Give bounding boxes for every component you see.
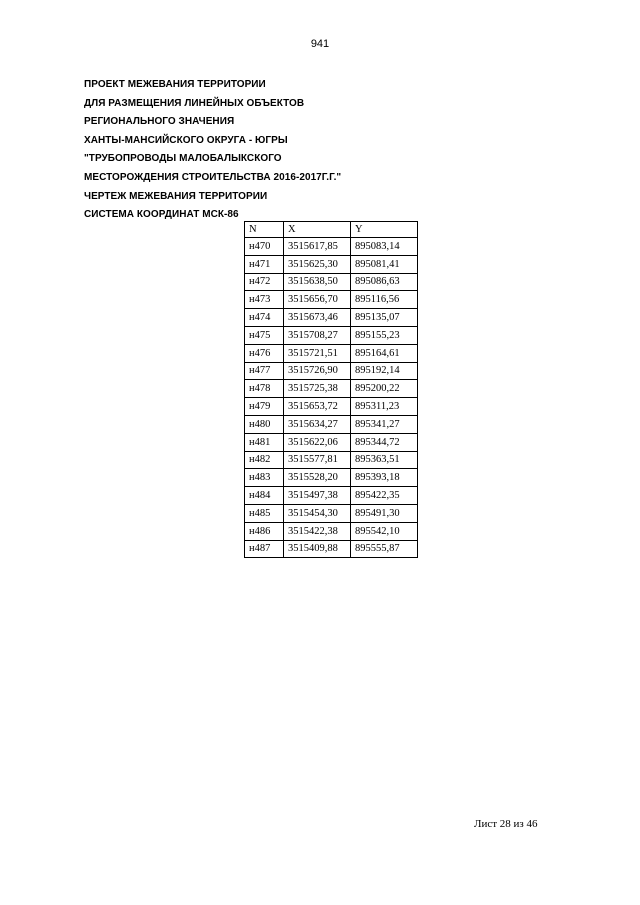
- table-row: [245, 344, 418, 362]
- table-row: [245, 415, 418, 433]
- table-row: [245, 362, 418, 380]
- cell-y-value: 895081,41: [351, 255, 418, 273]
- coordinates-table: [244, 221, 418, 558]
- cell-x-value: 3515673,46: [284, 309, 351, 327]
- cell-y-value: 895200,22: [351, 380, 418, 398]
- cell-x-value: 3515638,50: [284, 273, 351, 291]
- cell-point-id: н480: [245, 415, 284, 433]
- cell-x-value: 3515528,20: [284, 469, 351, 487]
- cell-y-value: 895344,72: [351, 433, 418, 451]
- table-row: [245, 273, 418, 291]
- cell-y-value: 895363,51: [351, 451, 418, 469]
- document-heading: [84, 76, 341, 225]
- cell-x-value: 3515409,88: [284, 540, 351, 558]
- cell-point-id: н484: [245, 487, 284, 505]
- table-row: [245, 255, 418, 273]
- table-row: [245, 487, 418, 505]
- column-header-x: X: [284, 222, 351, 238]
- cell-x-value: 3515577,81: [284, 451, 351, 469]
- table-row: [245, 504, 418, 522]
- heading-line: ДЛЯ РАЗМЕЩЕНИЯ ЛИНЕЙНЫХ ОБЪЕКТОВ: [84, 97, 305, 109]
- cell-point-id: н487: [245, 540, 284, 558]
- cell-y-value: 895491,30: [351, 504, 418, 522]
- cell-y-value: 895542,10: [351, 522, 418, 540]
- cell-point-id: н473: [245, 291, 284, 309]
- cell-point-id: н476: [245, 344, 284, 362]
- page-number: 941: [310, 38, 330, 50]
- heading-line: ЧЕРТЕЖ МЕЖЕВАНИЯ ТЕРРИТОРИИ: [84, 190, 268, 202]
- cell-x-value: 3515625,30: [284, 255, 351, 273]
- cell-x-value: 3515497,38: [284, 487, 351, 505]
- cell-y-value: 895311,23: [351, 398, 418, 416]
- cell-x-value: 3515721,51: [284, 344, 351, 362]
- table-row: [245, 238, 418, 256]
- table-body: [245, 238, 418, 558]
- sheet-label: Лист 28 из 46: [474, 818, 538, 830]
- column-header-n: N: [245, 222, 284, 238]
- table-row: [245, 380, 418, 398]
- cell-x-value: 3515454,30: [284, 504, 351, 522]
- table-row: [245, 522, 418, 540]
- heading-line: МЕСТОРОЖДЕНИЯ СТРОИТЕЛЬСТВА 2016-2017Г.Г.": [84, 171, 342, 183]
- cell-y-value: 895393,18: [351, 469, 418, 487]
- cell-point-id: н478: [245, 380, 284, 398]
- heading-line: ПРОЕКТ МЕЖЕВАНИЯ ТЕРРИТОРИИ: [84, 79, 266, 90]
- cell-y-value: 895341,27: [351, 415, 418, 433]
- cell-y-value: 895555,87: [351, 540, 418, 558]
- cell-y-value: 895083,14: [351, 238, 418, 256]
- cell-x-value: 3515622,06: [284, 433, 351, 451]
- cell-point-id: н483: [245, 469, 284, 487]
- cell-point-id: н485: [245, 504, 284, 522]
- heading-line: СИСТЕМА КООРДИНАТ МСК-86: [84, 209, 239, 221]
- cell-x-value: 3515656,70: [284, 291, 351, 309]
- column-header-y: Y: [351, 222, 418, 238]
- table-row: [245, 540, 418, 558]
- cell-point-id: н475: [245, 326, 284, 344]
- cell-y-value: 895422,35: [351, 487, 418, 505]
- table-row: [245, 291, 418, 309]
- cell-y-value: 895192,14: [351, 362, 418, 380]
- cell-point-id: н474: [245, 309, 284, 327]
- cell-point-id: н477: [245, 362, 284, 380]
- cell-point-id: н472: [245, 273, 284, 291]
- cell-x-value: 3515726,90: [284, 362, 351, 380]
- cell-x-value: 3515617,85: [284, 238, 351, 256]
- table-row: [245, 309, 418, 327]
- heading-line: РЕГИОНАЛЬНОГО ЗНАЧЕНИЯ: [84, 116, 235, 128]
- cell-point-id: н486: [245, 522, 284, 540]
- cell-point-id: н471: [245, 255, 284, 273]
- table-row: [245, 326, 418, 344]
- table-row: [245, 469, 418, 487]
- cell-y-value: 895086,63: [351, 273, 418, 291]
- cell-point-id: н470: [245, 238, 284, 256]
- cell-x-value: 3515634,27: [284, 415, 351, 433]
- cell-point-id: н479: [245, 398, 284, 416]
- table-header-row: [245, 222, 418, 238]
- cell-point-id: н482: [245, 451, 284, 469]
- cell-x-value: 3515725,38: [284, 380, 351, 398]
- cell-point-id: н481: [245, 433, 284, 451]
- cell-y-value: 895164,61: [351, 344, 418, 362]
- cell-x-value: 3515653,72: [284, 398, 351, 416]
- cell-x-value: 3515422,38: [284, 522, 351, 540]
- cell-x-value: 3515708,27: [284, 326, 351, 344]
- cell-y-value: 895155,23: [351, 326, 418, 344]
- table-row: [245, 398, 418, 416]
- table-row: [245, 451, 418, 469]
- table-row: [245, 433, 418, 451]
- heading-line: ХАНТЫ-МАНСИЙСКОГО ОКРУГА - ЮГРЫ: [84, 134, 288, 146]
- heading-line: "ТРУБОПРОВОДЫ МАЛОБАЛЫКСКОГО: [84, 153, 282, 165]
- cell-y-value: 895135,07: [351, 309, 418, 327]
- cell-y-value: 895116,56: [351, 291, 418, 309]
